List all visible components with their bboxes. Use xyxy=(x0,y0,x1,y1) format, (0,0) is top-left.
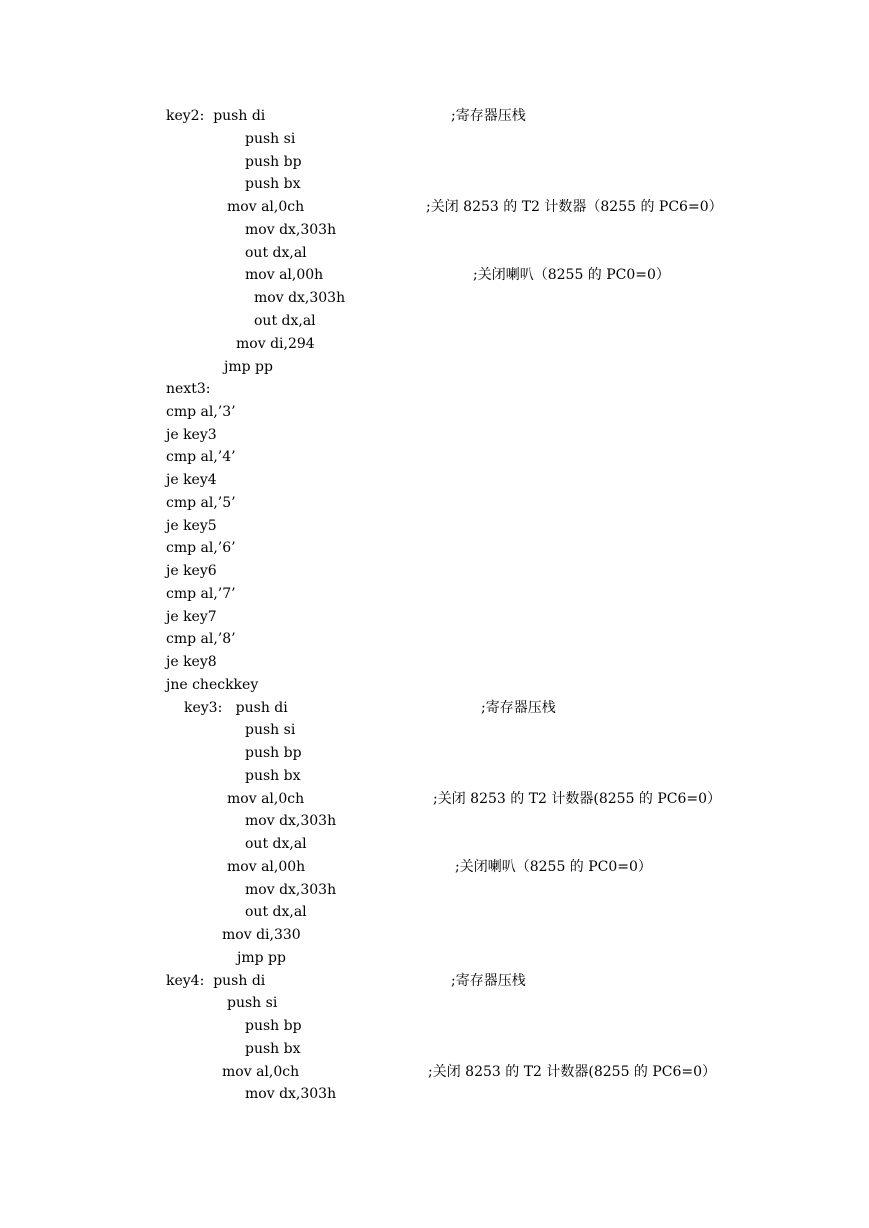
code-line: out dx,al xyxy=(245,836,307,852)
code-line: out dx,al xyxy=(245,245,307,261)
code-line: mov al,0ch xyxy=(227,791,305,807)
code-line: push bx xyxy=(245,768,301,784)
code-line: je key3 xyxy=(166,427,217,443)
code-line: je key8 xyxy=(166,654,217,670)
code-line: push si xyxy=(227,995,278,1011)
code-line: je key6 xyxy=(166,563,217,579)
code-line: push bp xyxy=(245,745,302,761)
code-line: je key7 xyxy=(166,609,217,625)
code-line: mov dx,303h xyxy=(245,882,337,898)
code-line: out dx,al xyxy=(245,904,307,920)
code-comment: ;寄存器压栈 xyxy=(481,700,556,716)
code-line: cmp al,’7’ xyxy=(166,586,236,602)
code-line: cmp al,’5’ xyxy=(166,495,236,511)
code-line: mov al,00h xyxy=(227,859,306,875)
code-line: jmp pp xyxy=(237,950,286,966)
code-line: mov di,330 xyxy=(222,927,301,943)
code-line: push bx xyxy=(245,176,301,192)
code-comment: ;关闭 8253 的 T2 计数器（8255 的 PC6=0） xyxy=(426,199,723,215)
code-comment: ;关闭 8253 的 T2 计数器(8255 的 PC6=0） xyxy=(428,1064,717,1080)
code-line: mov al,0ch xyxy=(227,199,305,215)
code-comment: ;寄存器压栈 xyxy=(451,108,526,124)
code-line: mov dx,303h xyxy=(245,222,337,238)
code-line: mov di,294 xyxy=(236,336,315,352)
code-line: jne checkkey xyxy=(166,677,259,693)
code-line: mov dx,303h xyxy=(245,1086,337,1102)
code-line: key4: push di xyxy=(166,973,266,989)
code-line: mov dx,303h xyxy=(254,290,346,306)
code-line: cmp al,’4’ xyxy=(166,449,236,465)
code-comment: ;关闭喇叭（8255 的 PC0=0） xyxy=(473,267,670,283)
code-line: push si xyxy=(245,722,296,738)
code-line: cmp al,’3’ xyxy=(166,404,236,420)
code-line: push bx xyxy=(245,1041,301,1057)
code-comment: ;寄存器压栈 xyxy=(451,973,526,989)
code-line: out dx,al xyxy=(254,313,316,329)
code-line: push si xyxy=(245,131,296,147)
code-line: mov al,00h xyxy=(245,267,324,283)
code-line: jmp pp xyxy=(224,359,273,375)
code-line: cmp al,’8’ xyxy=(166,631,236,647)
code-line: key2: push di xyxy=(166,108,266,124)
code-line: next3: xyxy=(166,381,211,397)
code-comment: ;关闭喇叭（8255 的 PC0=0） xyxy=(455,859,652,875)
code-line: je key5 xyxy=(166,518,217,534)
code-line: mov al,0ch xyxy=(222,1064,300,1080)
code-comment: ;关闭 8253 的 T2 计数器(8255 的 PC6=0） xyxy=(433,791,722,807)
code-line: je key4 xyxy=(166,472,217,488)
code-line: mov dx,303h xyxy=(245,813,337,829)
code-line: push bp xyxy=(245,1018,302,1034)
code-line: cmp al,’6’ xyxy=(166,540,236,556)
code-line: push bp xyxy=(245,154,302,170)
code-line: key3: push di xyxy=(184,700,288,716)
